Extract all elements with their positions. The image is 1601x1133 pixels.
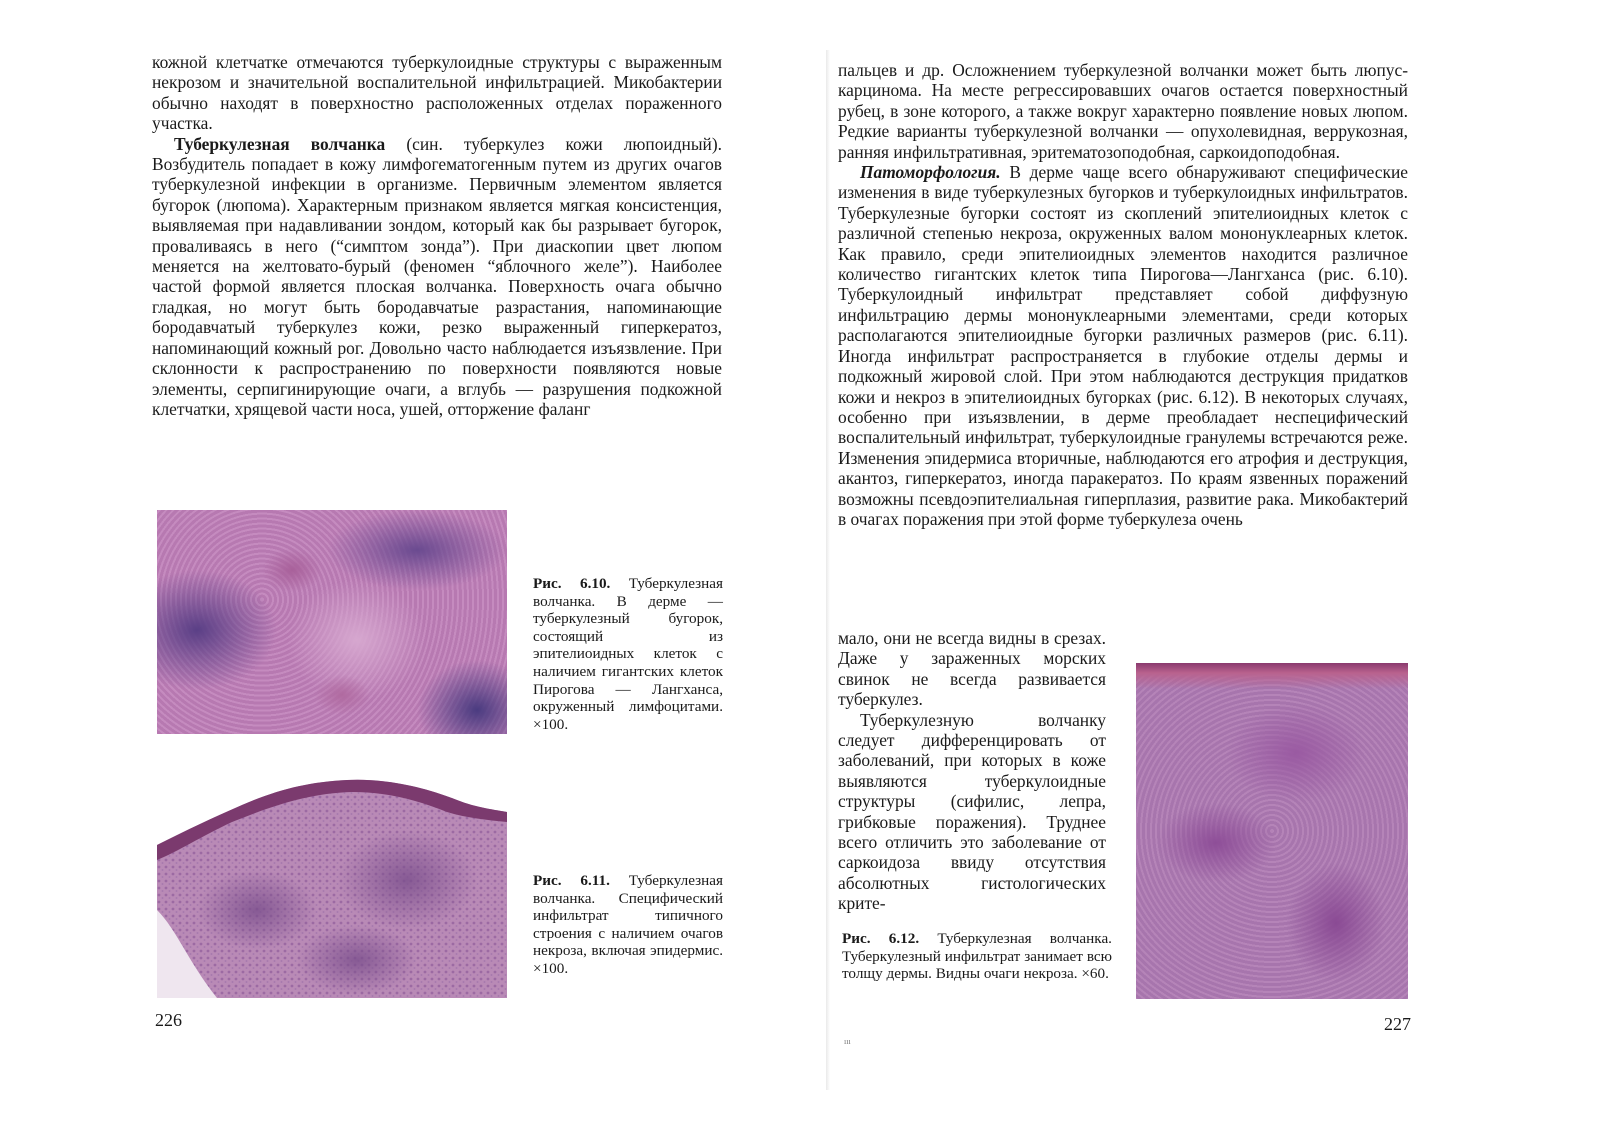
paragraph: Туберкулезную волчанку следует дифференцировать от заболеваний, при которых в коже выявляются туберкулоидные структуры (сифилис, лепра, грибковые поражения). Труднее всего отличить это заболевание от саркоидоза ввиду отсутствия абсолютных гистологических крите- [838,709,1106,914]
caption-text: Туберкулезная волчанка. Специфический инфильтрат типичного строения с наличием очагов некроза, включая эпидермис. ×100. [533,872,723,977]
paragraph: мало, они не всегда видны в срезах. Даже у зараженных морских свинок не всегда развивается туберкулез. [838,628,1106,710]
term-pathomorphology: Патоморфология. [860,162,1001,183]
left-page-text [152,52,722,419]
paragraph: кожной клетчатке отмечаются туберкулоидные структуры с выраженным некрозом и значительной воспалительной инфильтрацией. Микобактерии обычно находят в поверхностно расположенных отделах пораженного участка. [152,52,722,134]
right-page-narrow-text [838,628,1106,914]
caption-fig-6-10 [533,575,723,733]
caption-fig-6-11 [533,872,723,978]
paragraph-text: В дерме чаще всего обнаруживают специфические изменения в виде туберкулезных бугорков и туберкулоидных инфильтратов. Туберкулезные бугорки состоят из скоплений эпителиоидных клеток с различной степенью некроза, окруженных валом мононуклеарных клеток. Как правило, среди эпителиоидных элементов находится различное количество гигантских клеток типа Пирогова—Лангханса (рис. 6.10). Туберкулоидный инфильтрат представляет собой диффузную инфильтрацию дермы мононуклеарными элементами, среди которых располагаются эпителиоидные бугорки различных размеров (рис. 6.11). Иногда инфильтрат распространяется в глубокие отделы дермы и подкожный жировой слой. При этом наблюдаются деструкция придатков кожи и некроз в эпителиоидных бугорках (рис. 6.12). В некоторых случаях, особенно при изъязвлении, в дерме преобладает неспецифический воспалительный инфильтрат, туберкулоидные гранулемы встречаются реже. Изменения эпидермиса вторичные, наблюдаются его атрофия и деструкция, акантоз, гиперкератоз, иногда паракератоз. По краям язвенных поражений возможны псевдоэпителиальная гиперплазия, развитие рака. Микобактерий в очагах поражения при этой форме туберкулеза очень [838,162,1408,529]
caption-label: Рис. 6.11. [533,872,610,889]
caption-fig-6-12 [842,930,1112,983]
paragraph-text: (син. туберкулез кожи люпоидный). Возбудитель попадает в кожу лимфогематогенным путем из других очагов туберкулезной инфекции в организме. Первичным элементом является бугорок (люпома). Характерным признаком является мягкая консистенция, выявляемая при надавливании зондом, который как бы разрывает бугорок, проваливаясь в него (“симптом зонда”). При диаскопии цвет люпом меняется на желтовато-бурый (феномен “яблочного желе”). Наиболее частой формой является плоская волчанка. Поверхность очага обычно гладкая, но могут быть бородавчатые разрастания, напоминающие бородавчатый туберкулез кожи, резко выраженный гиперкератоз, напоминающий кожный рог. Довольно часто наблюдается изъязвление. При склонности к распространению по поверхности появляются новые элементы, серпигинирующие очаги, а вглубь — разрушения подкожной клетчатки, хрящевой части носа, ушей, отторжение фаланг [152,133,722,419]
micrograph-fig-6-10 [157,510,507,734]
paragraph-pathomorphology [838,162,1408,529]
term-lupus: Туберкулезная волчанка [174,133,386,154]
paragraph-lupus [152,134,722,420]
paragraph: пальцев и др. Осложнением туберкулезной волчанки может быть люпус-карцинома. На месте регрессировавших очагов остается поверхностный рубец, в зоне которого, а также вокруг характерно появление новых люпом. Редкие варианты туберкулезной волчанки — опухолевидная, веррукозная, ранняя инфильтративная, эритематозоподобная, саркоидоподобная. [838,60,1408,162]
caption-text: Туберкулезная волчанка. В дерме — туберкулезный бугорок, состоящий из эпителиоидных клеток с наличием гигантских клеток Пирогова — Лангханса, окруженный лимфоцитами. ×100. [533,575,723,733]
caption-label: Рис. 6.10. [533,575,611,592]
page-number-right: 227 [1384,1014,1411,1034]
stray-mark: ııı [844,1037,851,1046]
caption-label: Рис. 6.12. [842,930,920,947]
page-number-left: 226 [155,1010,182,1030]
micrograph-fig-6-11 [157,760,507,998]
caption-text: Туберкулезная волчанка. Туберкулезный инфильтрат занимает всю толщу дермы. Видны очаги некроза. ×60. [842,930,1112,983]
micrograph-fig-6-12 [1136,663,1408,999]
right-page-text [838,60,1408,529]
book-gutter [826,50,830,1090]
micrograph-fig-6-11-image [157,760,507,998]
